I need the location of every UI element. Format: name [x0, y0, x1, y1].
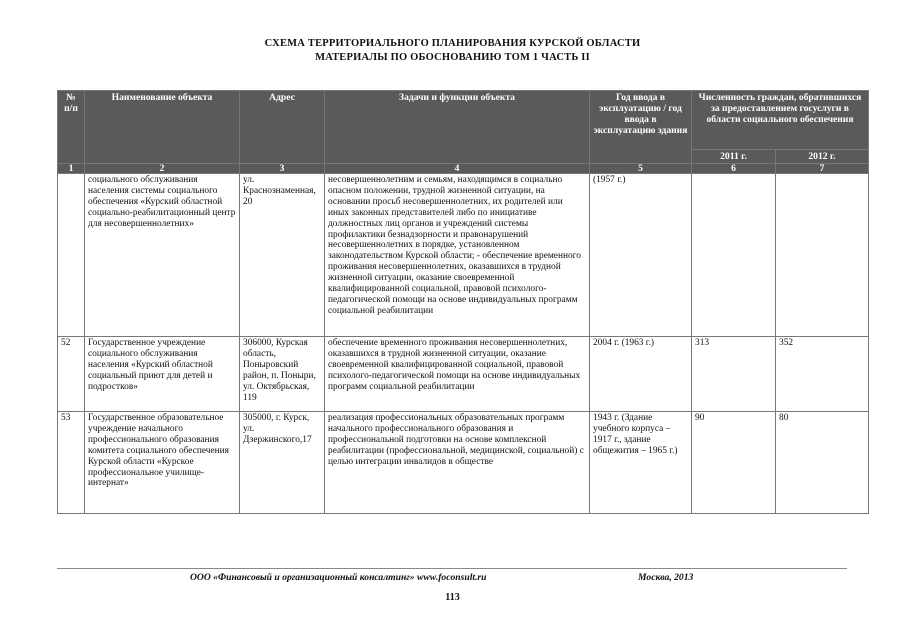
table-row	[58, 174, 869, 337]
cell-name: социального обслуживания населения системы социального обеспечения «Курский областной социально-реабилитационный центр для несовершеннолетних»	[85, 174, 240, 337]
col-number: 3	[240, 164, 325, 174]
cell-tasks: несовершеннолетним и семьям, находящимся в социально опасном положении, трудной жизненной ситуации, на основании просьб несовершеннолетних, их родителей или иных законных представителей либо по инициативе должностных лиц органов и учреждений системы профилактики безнадзорности и правонарушений несовершеннолетних в порядке, установленном законодательством Курской области; - обеспечение временного проживания несовершеннолетних, оказавшихся в трудной жизненной ситуации, оказание своевременной квалифицированной социальной, правовой психолого-педагогической помощи на основе индивидуальных программ социальной реабилитации	[325, 174, 590, 337]
document-title-line2: МАТЕРИАЛЫ ПО ОБОСНОВАНИЮ ТОМ 1 ЧАСТЬ II	[315, 52, 590, 63]
cell-year: (1957 г.)	[590, 174, 692, 337]
cell-2012	[776, 174, 869, 337]
header-2011: 2011 г.	[692, 150, 776, 164]
cell-name: Государственное учреждение социального обслуживания населения «Курский областной социальный приют для детей и подростков»	[85, 337, 240, 412]
cell-2012: 80	[776, 412, 869, 514]
page-number: 113	[445, 592, 460, 603]
col-number: 6	[692, 164, 776, 174]
document-title-line1: СХЕМА ТЕРРИТОРИАЛЬНОГО ПЛАНИРОВАНИЯ КУРСКОЙ ОБЛАСТИ	[264, 38, 641, 49]
header-address: Адрес	[240, 91, 325, 164]
cell-2011	[692, 174, 776, 337]
cell-address: ул. Краснознаменная, 20	[240, 174, 325, 337]
header-year: Год ввода в эксплуатацию / год ввода в эксплуатацию здания	[590, 91, 692, 164]
cell-tasks: обеспечение временного проживания несовершеннолетних, оказавшихся в трудной жизненной ситуации, оказание своевременной квалифицированной социальной, правовой психолого-педагогической помощи на основе индивидуальных программ социальной реабилитации	[325, 337, 590, 412]
header-name: Наименование объекта	[85, 91, 240, 164]
facilities-table	[57, 90, 869, 514]
cell-num	[58, 174, 85, 337]
cell-num: 53	[58, 412, 85, 514]
footer-company: ООО «Финансовый и организационный консалтинг» www.foconsult.ru	[190, 572, 487, 583]
cell-2011: 313	[692, 337, 776, 412]
header-num: № п/п	[58, 91, 85, 164]
cell-num: 52	[58, 337, 85, 412]
header-2012: 2012 г.	[776, 150, 869, 164]
cell-year: 1943 г. (Здание учебного корпуса – 1917 г., здание общежития – 1965 г.)	[590, 412, 692, 514]
cell-2012: 352	[776, 337, 869, 412]
cell-year: 2004 г. (1963 г.)	[590, 337, 692, 412]
cell-name: Государственное образовательное учреждение начального профессионального образования комитета социального обеспечения Курской области «Курское профессиональное училище-интернат»	[85, 412, 240, 514]
table-row	[58, 337, 869, 412]
col-number: 7	[776, 164, 869, 174]
col-number: 4	[325, 164, 590, 174]
cell-2011: 90	[692, 412, 776, 514]
footer-divider	[57, 568, 847, 569]
col-number: 5	[590, 164, 692, 174]
cell-address: 305000, г. Курск, ул. Дзержинского,17	[240, 412, 325, 514]
cell-tasks: реализация профессиональных образовательных программ начального профессионального образования и профессиональной подготовки на основе комплексной реабилитации (профессиональной, медицинской, социальной) с целью интеграции инвалидов в обществе	[325, 412, 590, 514]
col-number: 1	[58, 164, 85, 174]
header-count-group: Численность граждан, обратившихся за предоставлением госуслуги в области социального обеспечения	[692, 91, 869, 150]
cell-address: 306000, Курская область, Поныровский район, п. Поныри, ул. Октябрьская, 119	[240, 337, 325, 412]
header-tasks: Задачи и функции объекта	[325, 91, 590, 164]
col-number: 2	[85, 164, 240, 174]
table-row	[58, 412, 869, 514]
footer-city-year: Москва, 2013	[638, 572, 694, 583]
